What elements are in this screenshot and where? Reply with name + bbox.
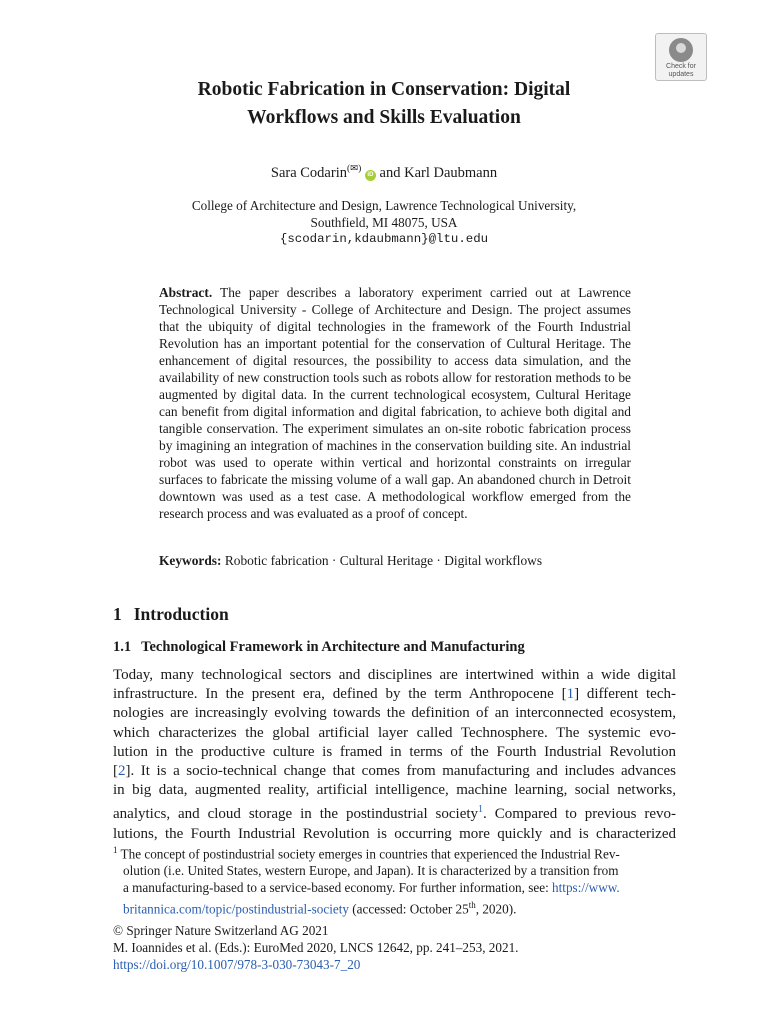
body-line: nologies are increasingly evolving towards the definition of an interconnected ecosystem, bbox=[113, 705, 676, 722]
citation-link[interactable]: 1 bbox=[566, 686, 575, 703]
footnote-url-link[interactable]: https://www. bbox=[552, 879, 620, 895]
author-name: and Karl Daubmann bbox=[375, 164, 498, 181]
mail-icon[interactable]: (✉) bbox=[346, 164, 362, 174]
copyright-block bbox=[113, 923, 676, 973]
abstract-label: Abstract. bbox=[159, 285, 213, 300]
keywords-label: Keywords: bbox=[159, 553, 222, 568]
abstract-text: The paper describes a laboratory experiment carried out at Lawrence Technological University - College of Architecture and Design. The project assumes that the ubiquity of digital technologies in the framework of the Fourth Industrial Revolution has an important potential for the conservation of Cultural Heritage. The enhancement of digital resources, the possibility to access data simulation, and the availability of new construction tools such as robots allow for restoration methods to be augmented by digital data. In the current technological ecosystem, Cultural Heritage can benefit from digital information and digital fabrication, to achieve both digital and tangible conservation. The experiment simulates an on-site robotic fabrication process by imagining an integration of machines in the conservation building site. An industrial robot was used to operate within vertical and horizontal constraints on irregular surfaces to fabricate the missing volume of a wall gap. An abandoned church in Detroit downtown was used as a test case. A methodological workflow emerged from the research process and was evaluated as a proof of concept. bbox=[159, 285, 631, 521]
footnote-ref-link[interactable]: 1 bbox=[478, 804, 484, 816]
body-line: in big data, augmented reality, artificial intelligence, machine learning, social networks, bbox=[113, 782, 676, 799]
subsection-heading: 1.1 Technological Framework in Architecture and Manufacturing bbox=[113, 639, 525, 655]
doi-link[interactable]: https://doi.org/10.1007/978-3-030-73043-7_20 bbox=[113, 956, 361, 972]
keywords-text: Robotic fabrication · Cultural Heritage · Digital workflows bbox=[224, 553, 543, 568]
citation-link[interactable]: 2 bbox=[118, 763, 126, 780]
footnote bbox=[113, 842, 676, 918]
crossmark-icon bbox=[669, 38, 693, 62]
body-line: lution in the productive culture is framed in terms of the Fourth Industrial Revolution bbox=[113, 743, 676, 760]
footnote-line: britannica.com/topic/postindustrial-society (accessed: October 25th, 2020). bbox=[123, 899, 517, 917]
orcid-icon[interactable]: iD bbox=[365, 170, 376, 181]
body-line: analytics, and cloud storage in the postindustrial society$^1$. Compared to previous revo- bbox=[113, 804, 676, 823]
body-line: which characterizes the global artificial layer called Technosphere. The systemic evo- bbox=[113, 724, 676, 741]
author-email: {scodarin,kdaubmann}@ltu.edu bbox=[279, 232, 489, 246]
abstract bbox=[159, 284, 631, 522]
citation-line: M. Ioannides et al. (Eds.): EuroMed 2020, LNCS 12642, pp. 241–253, 2021. bbox=[113, 939, 519, 955]
author-name: Sara Codarin bbox=[270, 164, 347, 181]
authors bbox=[0, 163, 768, 182]
footnote-line: a manufacturing-based to a service-based economy. For further information, see: https://www. bbox=[123, 879, 620, 895]
body-line: infrastructure. In the present era, defined by the term Anthropocene [1] different tech- bbox=[113, 686, 676, 703]
footnote-line: $^1$ The concept of postindustrial society emerges in countries that experienced the Industrial Rev- bbox=[113, 845, 620, 862]
body-line: [2]. It is a socio-technical change that comes from manufacturing and includes advances bbox=[113, 763, 676, 780]
paper-title: Robotic Fabrication in Conservation: Digital Workflows and Skills Evaluation bbox=[197, 79, 571, 128]
footnote-line: olution (i.e. United States, western Europe, and Japan). It is characterized by a transition from bbox=[123, 863, 619, 879]
keywords bbox=[159, 553, 631, 569]
affiliation: College of Architecture and Design, Lawrence Technological University, Southfield, MI 48075, USA {scodarin,kdaubmann}@ltu.edu bbox=[120, 197, 648, 248]
check-for-updates-badge[interactable] bbox=[655, 33, 707, 81]
body-line: lutions, the Fourth Industrial Revolution is occurring more quickly and is characterized bbox=[113, 825, 676, 842]
copyright-line: © Springer Nature Switzerland AG 2021 bbox=[113, 923, 329, 938]
section-heading: 1 Introduction bbox=[113, 604, 229, 624]
footnote-url-link[interactable]: britannica.com/topic/postindustrial-society bbox=[123, 901, 349, 917]
body-text bbox=[113, 666, 676, 844]
footnote-mark: 1 bbox=[113, 845, 118, 855]
badge-label: Check for updates bbox=[666, 63, 696, 78]
body-line: Today, many technological sectors and disciplines are intertwined within a wide digital bbox=[113, 667, 676, 683]
